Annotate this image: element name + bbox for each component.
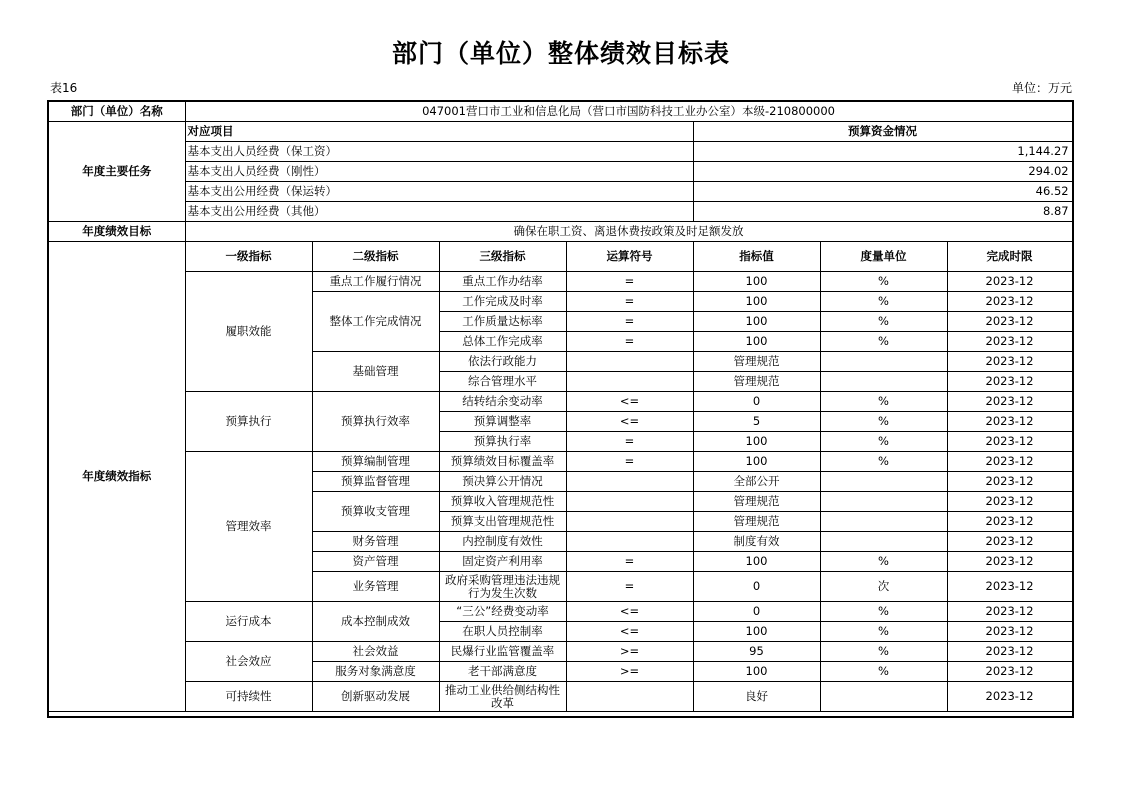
time-cell: 2023-12 [947, 512, 1072, 532]
indicators-header-row [49, 242, 1072, 272]
op-cell [566, 532, 693, 552]
op-cell [566, 352, 693, 372]
table-number: 表16 [50, 81, 78, 95]
header-cell: 二级指标 [312, 242, 439, 272]
op-cell [566, 492, 693, 512]
level2-cell: 创新驱动发展 [312, 682, 439, 712]
op-cell [566, 372, 693, 392]
level1-cell: 运行成本 [185, 602, 312, 642]
indicator-row [49, 452, 1072, 472]
header-cell: 三级指标 [439, 242, 566, 272]
unit-cell: % [820, 392, 947, 412]
value-cell: 全部公开 [693, 472, 820, 492]
task-amount: 1,144.27 [693, 142, 1072, 162]
task-row [49, 162, 1072, 182]
value-cell: 100 [693, 312, 820, 332]
time-cell: 2023-12 [947, 602, 1072, 622]
op-cell: = [566, 312, 693, 332]
value-cell: 0 [693, 572, 820, 602]
header-cell: 完成时限 [947, 242, 1072, 272]
unit-cell [820, 682, 947, 712]
op-cell: >= [566, 642, 693, 662]
time-cell: 2023-12 [947, 452, 1072, 472]
op-cell: <= [566, 622, 693, 642]
header-cell: 一级指标 [185, 242, 312, 272]
time-cell: 2023-12 [947, 392, 1072, 412]
level3-cell: 固定资产利用率 [439, 552, 566, 572]
task-amount: 8.87 [693, 202, 1072, 222]
dept-row [49, 102, 1072, 122]
value-cell: 良好 [693, 682, 820, 712]
level1-cell: 可持续性 [185, 682, 312, 712]
unit-cell: % [820, 292, 947, 312]
task-amount: 46.52 [693, 182, 1072, 202]
time-cell: 2023-12 [947, 572, 1072, 602]
level3-cell: 内控制度有效性 [439, 532, 566, 552]
unit-cell [820, 372, 947, 392]
value-cell: 管理规范 [693, 512, 820, 532]
unit-cell: % [820, 602, 947, 622]
unit-cell: % [820, 312, 947, 332]
performance-table-frame [47, 100, 1074, 718]
level3-cell: 工作完成及时率 [439, 292, 566, 312]
tasks-col-budget: 预算资金情况 [693, 122, 1072, 142]
op-cell: = [566, 332, 693, 352]
indicator-row [49, 682, 1072, 712]
level3-cell: 工作质量达标率 [439, 312, 566, 332]
task-row [49, 202, 1072, 222]
op-cell: <= [566, 392, 693, 412]
value-cell: 0 [693, 392, 820, 412]
value-cell: 制度有效 [693, 532, 820, 552]
level2-cell: 业务管理 [312, 572, 439, 602]
level2-cell: 预算监督管理 [312, 472, 439, 492]
level3-cell: 老干部满意度 [439, 662, 566, 682]
task-name: 基本支出人员经费（刚性） [185, 162, 693, 182]
op-cell [566, 472, 693, 492]
time-cell: 2023-12 [947, 332, 1072, 352]
unit-cell: % [820, 642, 947, 662]
level3-cell: 政府采购管理违法违规行为发生次数 [439, 572, 566, 602]
op-cell [566, 512, 693, 532]
value-cell: 100 [693, 452, 820, 472]
unit-cell: % [820, 332, 947, 352]
op-cell: = [566, 552, 693, 572]
op-cell: = [566, 272, 693, 292]
level2-cell: 预算收支管理 [312, 492, 439, 532]
indicator-row [49, 602, 1072, 622]
value-cell: 100 [693, 292, 820, 312]
level3-cell: 预算支出管理规范性 [439, 512, 566, 532]
unit-cell: % [820, 412, 947, 432]
task-row [49, 182, 1072, 202]
time-cell: 2023-12 [947, 292, 1072, 312]
level2-cell: 成本控制成效 [312, 602, 439, 642]
header-cell: 指标值 [693, 242, 820, 272]
unit-cell: % [820, 452, 947, 472]
level3-cell: 综合管理水平 [439, 372, 566, 392]
op-cell: <= [566, 412, 693, 432]
time-cell: 2023-12 [947, 532, 1072, 552]
unit-cell: % [820, 272, 947, 292]
level3-cell: 预决算公开情况 [439, 472, 566, 492]
unit-cell: % [820, 622, 947, 642]
op-cell: = [566, 292, 693, 312]
time-cell: 2023-12 [947, 372, 1072, 392]
time-cell: 2023-12 [947, 662, 1072, 682]
unit-cell [820, 532, 947, 552]
value-cell: 100 [693, 272, 820, 292]
level2-cell: 财务管理 [312, 532, 439, 552]
op-cell: = [566, 432, 693, 452]
page-title: 部门（单位）整体绩效目标表 [391, 39, 730, 68]
level3-cell: 民爆行业监管覆盖率 [439, 642, 566, 662]
level1-cell: 预算执行 [185, 392, 312, 452]
unit-cell: % [820, 432, 947, 452]
unit-cell [820, 472, 947, 492]
value-cell: 管理规范 [693, 492, 820, 512]
indicator-row [49, 272, 1072, 292]
tasks-label: 年度主要任务 [49, 122, 185, 222]
dept-label: 部门（单位）名称 [49, 102, 185, 122]
time-cell: 2023-12 [947, 622, 1072, 642]
value-cell: 100 [693, 552, 820, 572]
level3-cell: 推动工业供给侧结构性改革 [439, 682, 566, 712]
level2-cell: 社会效益 [312, 642, 439, 662]
level3-cell: 重点工作办结率 [439, 272, 566, 292]
dept-name: 047001营口市工业和信息化局（营口市国防科技工业办公室）本级-210800000 [185, 102, 1072, 122]
task-name: 基本支出人员经费（保工资） [185, 142, 693, 162]
level3-cell: 依法行政能力 [439, 352, 566, 372]
header-cell: 度量单位 [820, 242, 947, 272]
level2-cell: 资产管理 [312, 552, 439, 572]
level3-cell: “三公”经费变动率 [439, 602, 566, 622]
unit-cell: % [820, 662, 947, 682]
value-cell: 5 [693, 412, 820, 432]
level1-cell: 社会效应 [185, 642, 312, 682]
tasks-header-row [49, 122, 1072, 142]
level3-cell: 总体工作完成率 [439, 332, 566, 352]
performance-table [49, 102, 1073, 712]
level3-cell: 预算收入管理规范性 [439, 492, 566, 512]
level1-cell: 履职效能 [185, 272, 312, 392]
op-cell: = [566, 572, 693, 602]
op-cell [566, 682, 693, 712]
level2-cell: 预算编制管理 [312, 452, 439, 472]
value-cell: 管理规范 [693, 372, 820, 392]
indicator-row [49, 642, 1072, 662]
time-cell: 2023-12 [947, 272, 1072, 292]
op-cell: = [566, 452, 693, 472]
header-cell: 运算符号 [566, 242, 693, 272]
task-amount: 294.02 [693, 162, 1072, 182]
op-cell: <= [566, 602, 693, 622]
task-name: 基本支出公用经费（保运转） [185, 182, 693, 202]
unit-cell [820, 492, 947, 512]
value-cell: 管理规范 [693, 352, 820, 372]
time-cell: 2023-12 [947, 412, 1072, 432]
task-row [49, 142, 1072, 162]
time-cell: 2023-12 [947, 682, 1072, 712]
unit-cell: % [820, 552, 947, 572]
value-cell: 100 [693, 622, 820, 642]
level1-cell: 管理效率 [185, 452, 312, 602]
indicators-label: 年度绩效指标 [49, 242, 185, 712]
tasks-col-item: 对应项目 [185, 122, 693, 142]
level3-cell: 预算绩效目标覆盖率 [439, 452, 566, 472]
value-cell: 0 [693, 602, 820, 622]
time-cell: 2023-12 [947, 432, 1072, 452]
op-cell: >= [566, 662, 693, 682]
indicator-row [49, 392, 1072, 412]
level2-cell: 重点工作履行情况 [312, 272, 439, 292]
time-cell: 2023-12 [947, 492, 1072, 512]
value-cell: 100 [693, 332, 820, 352]
level3-cell: 预算执行率 [439, 432, 566, 452]
unit-label: 单位：万元 [1011, 81, 1072, 95]
time-cell: 2023-12 [947, 352, 1072, 372]
level2-cell: 基础管理 [312, 352, 439, 392]
level3-cell: 预算调整率 [439, 412, 566, 432]
level2-cell: 预算执行效率 [312, 392, 439, 452]
level2-cell: 整体工作完成情况 [312, 292, 439, 352]
level2-cell: 服务对象满意度 [312, 662, 439, 682]
level3-cell: 在职人员控制率 [439, 622, 566, 642]
unit-cell: 次 [820, 572, 947, 602]
level3-cell: 结转结余变动率 [439, 392, 566, 412]
time-cell: 2023-12 [947, 472, 1072, 492]
time-cell: 2023-12 [947, 312, 1072, 332]
unit-cell [820, 352, 947, 372]
value-cell: 100 [693, 662, 820, 682]
task-name: 基本支出公用经费（其他） [185, 202, 693, 222]
value-cell: 95 [693, 642, 820, 662]
time-cell: 2023-12 [947, 552, 1072, 572]
goal-label: 年度绩效目标 [49, 222, 185, 242]
value-cell: 100 [693, 432, 820, 452]
time-cell: 2023-12 [947, 642, 1072, 662]
goal-row [49, 222, 1072, 242]
unit-cell [820, 512, 947, 532]
goal-text: 确保在职工资、离退休费按政策及时足额发放 [185, 222, 1072, 242]
